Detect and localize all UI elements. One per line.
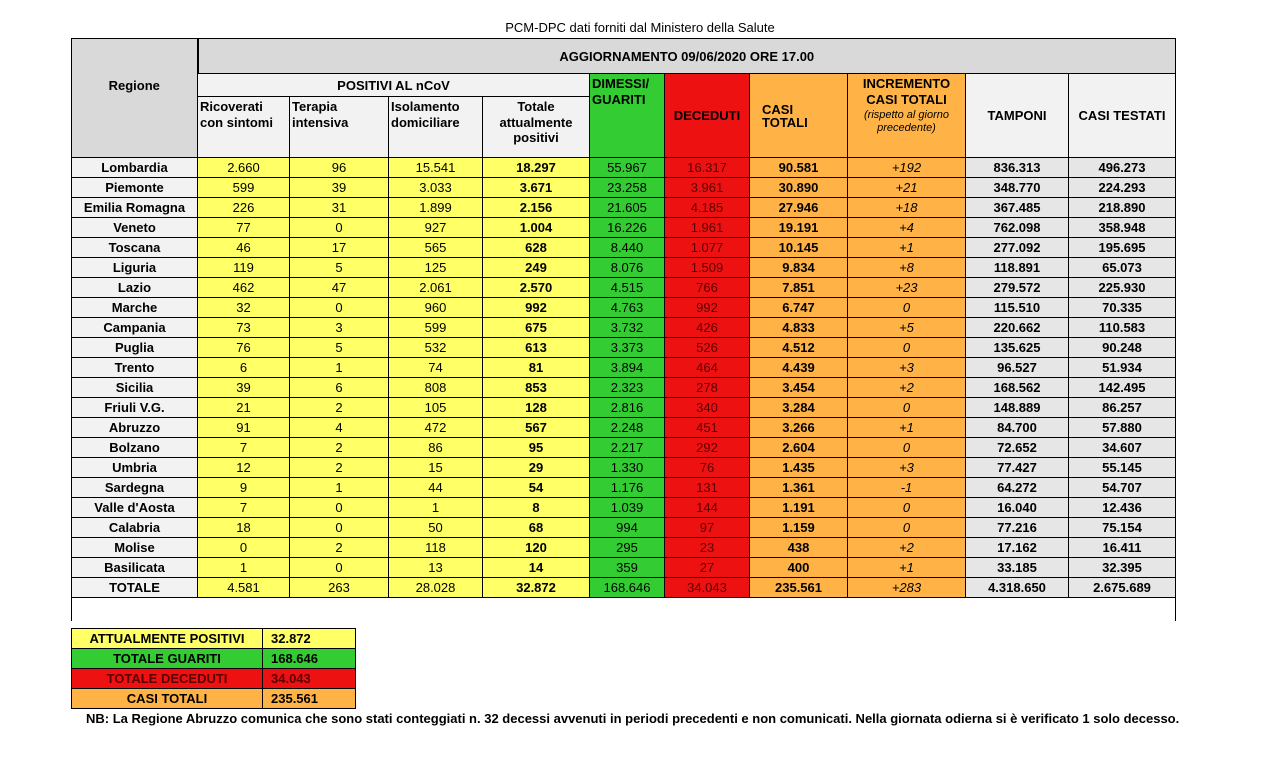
- cell-deceduti: 1.077: [665, 238, 750, 258]
- cell-dimessi: 3.894: [590, 358, 665, 378]
- cell-isolamento: 1.899: [389, 198, 483, 218]
- cell-casi-totali: 1.361: [750, 478, 848, 498]
- spacer-cell: [72, 598, 1176, 622]
- cell-terapia: 2: [290, 458, 389, 478]
- cell-tamponi: 135.625: [966, 338, 1069, 358]
- cell-ricoverati: 2.660: [198, 158, 290, 178]
- table-row: [72, 378, 1176, 398]
- cell-ricoverati: 21: [198, 398, 290, 418]
- cell-incremento: +3: [848, 458, 966, 478]
- summary-table: [71, 628, 356, 709]
- cell-dimessi: 295: [590, 538, 665, 558]
- cell-isolamento: 565: [389, 238, 483, 258]
- cell-totale-positivi: 249: [483, 258, 590, 278]
- cell-regione: Puglia: [72, 338, 198, 358]
- cell-dimessi: 2.816: [590, 398, 665, 418]
- cell-ricoverati: 39: [198, 378, 290, 398]
- cell-dimessi: 2.248: [590, 418, 665, 438]
- table-total-row: [72, 578, 1176, 598]
- cell-dimessi: 1.176: [590, 478, 665, 498]
- cell-totale-positivi: 613: [483, 338, 590, 358]
- cell-regione: Sardegna: [72, 478, 198, 498]
- cell-regione: Liguria: [72, 258, 198, 278]
- table-row: [72, 198, 1176, 218]
- cell-regione: Valle d'Aosta: [72, 498, 198, 518]
- cell-dimessi: 1.330: [590, 458, 665, 478]
- cell-casi-totali: 3.266: [750, 418, 848, 438]
- cell-terapia: 6: [290, 378, 389, 398]
- cell-casi-testati: 224.293: [1069, 178, 1176, 198]
- cell-casi-testati: 65.073: [1069, 258, 1176, 278]
- cell-incremento: +23: [848, 278, 966, 298]
- cell-tamponi: 279.572: [966, 278, 1069, 298]
- cell-casi-testati: 90.248: [1069, 338, 1176, 358]
- cell-ricoverati: 119: [198, 258, 290, 278]
- cell-totale-positivi: 2.570: [483, 278, 590, 298]
- table-row: [72, 178, 1176, 198]
- table-row: [72, 238, 1176, 258]
- cell-isolamento: 808: [389, 378, 483, 398]
- summary-label: TOTALE DECEDUTI: [72, 669, 263, 689]
- cell-deceduti: 464: [665, 358, 750, 378]
- cell-regione: Veneto: [72, 218, 198, 238]
- cell-terapia: 0: [290, 298, 389, 318]
- cell-casi-totali: 10.145: [750, 238, 848, 258]
- cell-terapia: 0: [290, 558, 389, 578]
- cell-isolamento: 927: [389, 218, 483, 238]
- cell-incremento: -1: [848, 478, 966, 498]
- cell-terapia: 96: [290, 158, 389, 178]
- cell-regione: Molise: [72, 538, 198, 558]
- cell-isolamento: 28.028: [389, 578, 483, 598]
- cell-totale-positivi: 628: [483, 238, 590, 258]
- cell-ricoverati: 9: [198, 478, 290, 498]
- cell-ricoverati: 599: [198, 178, 290, 198]
- cell-isolamento: 532: [389, 338, 483, 358]
- summary-row: [72, 629, 356, 649]
- cell-totale-positivi: 3.671: [483, 178, 590, 198]
- cell-ricoverati: 7: [198, 498, 290, 518]
- cell-incremento: +5: [848, 318, 966, 338]
- table-row: [72, 298, 1176, 318]
- cell-tamponi: 118.891: [966, 258, 1069, 278]
- cell-regione: Piemonte: [72, 178, 198, 198]
- cell-regione: Umbria: [72, 458, 198, 478]
- cell-casi-totali: 4.833: [750, 318, 848, 338]
- cell-terapia: 17: [290, 238, 389, 258]
- cell-isolamento: 50: [389, 518, 483, 538]
- cell-ricoverati: 0: [198, 538, 290, 558]
- cell-deceduti: 278: [665, 378, 750, 398]
- cell-casi-testati: 54.707: [1069, 478, 1176, 498]
- cell-tamponi: 72.652: [966, 438, 1069, 458]
- cell-casi-testati: 142.495: [1069, 378, 1176, 398]
- cell-deceduti: 766: [665, 278, 750, 298]
- cell-tamponi: 4.318.650: [966, 578, 1069, 598]
- cell-totale-positivi: 675: [483, 318, 590, 338]
- cell-regione: Abruzzo: [72, 418, 198, 438]
- cell-regione: TOTALE: [72, 578, 198, 598]
- cell-regione: Toscana: [72, 238, 198, 258]
- cell-regione: Marche: [72, 298, 198, 318]
- cell-isolamento: 3.033: [389, 178, 483, 198]
- cell-deceduti: 426: [665, 318, 750, 338]
- cell-totale-positivi: 120: [483, 538, 590, 558]
- cell-terapia: 0: [290, 218, 389, 238]
- cell-dimessi: 23.258: [590, 178, 665, 198]
- header-casi-totali: [750, 74, 848, 158]
- cell-isolamento: 15: [389, 458, 483, 478]
- cell-terapia: 0: [290, 498, 389, 518]
- cell-ricoverati: 12: [198, 458, 290, 478]
- summary-label: CASI TOTALI: [72, 689, 263, 709]
- cell-tamponi: 836.313: [966, 158, 1069, 178]
- table-row: [72, 518, 1176, 538]
- cell-tamponi: 16.040: [966, 498, 1069, 518]
- cell-tamponi: 96.527: [966, 358, 1069, 378]
- cell-casi-testati: 55.145: [1069, 458, 1176, 478]
- cell-dimessi: 16.226: [590, 218, 665, 238]
- header-incremento: [848, 74, 966, 158]
- cell-isolamento: 105: [389, 398, 483, 418]
- cell-incremento: +4: [848, 218, 966, 238]
- table-row: [72, 278, 1176, 298]
- table-row: [72, 558, 1176, 578]
- cell-deceduti: 992: [665, 298, 750, 318]
- cell-casi-totali: 6.747: [750, 298, 848, 318]
- header-regione: Regione: [72, 39, 198, 158]
- cell-casi-testati: 358.948: [1069, 218, 1176, 238]
- table-title: AGGIORNAMENTO 09/06/2020 ORE 17.00: [198, 39, 1176, 74]
- cell-totale-positivi: 95: [483, 438, 590, 458]
- header-dimessi: DIMESSI/ GUARITI: [590, 74, 665, 158]
- cell-casi-totali: 1.159: [750, 518, 848, 538]
- cell-totale-positivi: 14: [483, 558, 590, 578]
- cell-incremento: +192: [848, 158, 966, 178]
- cell-terapia: 39: [290, 178, 389, 198]
- cell-terapia: 31: [290, 198, 389, 218]
- cell-casi-totali: 400: [750, 558, 848, 578]
- cell-ricoverati: 4.581: [198, 578, 290, 598]
- cell-casi-testati: 218.890: [1069, 198, 1176, 218]
- summary-label: TOTALE GUARITI: [72, 649, 263, 669]
- cell-dimessi: 4.763: [590, 298, 665, 318]
- cell-totale-positivi: 567: [483, 418, 590, 438]
- cell-totale-positivi: 853: [483, 378, 590, 398]
- cell-casi-testati: 86.257: [1069, 398, 1176, 418]
- cell-casi-testati: 2.675.689: [1069, 578, 1176, 598]
- cell-totale-positivi: 32.872: [483, 578, 590, 598]
- cell-casi-totali: 1.435: [750, 458, 848, 478]
- cell-casi-testati: 225.930: [1069, 278, 1176, 298]
- cell-terapia: 2: [290, 398, 389, 418]
- cell-casi-totali: 7.851: [750, 278, 848, 298]
- cell-tamponi: 64.272: [966, 478, 1069, 498]
- cell-incremento: 0: [848, 518, 966, 538]
- cell-deceduti: 4.185: [665, 198, 750, 218]
- cell-isolamento: 960: [389, 298, 483, 318]
- table-row: [72, 258, 1176, 278]
- table-spacer: [72, 598, 1176, 622]
- cell-isolamento: 86: [389, 438, 483, 458]
- cell-tamponi: 84.700: [966, 418, 1069, 438]
- cell-totale-positivi: 29: [483, 458, 590, 478]
- cell-dimessi: 8.440: [590, 238, 665, 258]
- table-row: [72, 538, 1176, 558]
- cell-incremento: 0: [848, 398, 966, 418]
- header-casi-totali-label: CASI TOTALI: [762, 101, 808, 130]
- cell-totale-positivi: 8: [483, 498, 590, 518]
- cell-dimessi: 2.323: [590, 378, 665, 398]
- cell-ricoverati: 226: [198, 198, 290, 218]
- table-row: [72, 458, 1176, 478]
- cell-regione: Lazio: [72, 278, 198, 298]
- cell-totale-positivi: 18.297: [483, 158, 590, 178]
- cell-casi-testati: 496.273: [1069, 158, 1176, 178]
- cell-incremento: +1: [848, 558, 966, 578]
- cell-regione: Trento: [72, 358, 198, 378]
- cell-incremento: +18: [848, 198, 966, 218]
- cell-terapia: 2: [290, 438, 389, 458]
- cell-isolamento: 74: [389, 358, 483, 378]
- cell-tamponi: 148.889: [966, 398, 1069, 418]
- cell-deceduti: 1.509: [665, 258, 750, 278]
- cell-tamponi: 17.162: [966, 538, 1069, 558]
- cell-deceduti: 97: [665, 518, 750, 538]
- cell-casi-totali: 4.512: [750, 338, 848, 358]
- cell-dimessi: 3.732: [590, 318, 665, 338]
- summary-row: [72, 649, 356, 669]
- cell-deceduti: 27: [665, 558, 750, 578]
- header-incremento-note: (rispetto al giorno precedente): [864, 108, 949, 135]
- table-row: [72, 478, 1176, 498]
- cell-incremento: 0: [848, 338, 966, 358]
- cell-terapia: 2: [290, 538, 389, 558]
- cell-isolamento: 15.541: [389, 158, 483, 178]
- cell-totale-positivi: 68: [483, 518, 590, 538]
- header-totale-positivi: Totale attualmente positivi: [483, 97, 590, 158]
- cell-tamponi: 33.185: [966, 558, 1069, 578]
- cell-incremento: +8: [848, 258, 966, 278]
- summary-row: [72, 669, 356, 689]
- cell-deceduti: 34.043: [665, 578, 750, 598]
- cell-incremento: +283: [848, 578, 966, 598]
- header-tamponi: TAMPONI: [966, 74, 1069, 158]
- cell-casi-testati: 16.411: [1069, 538, 1176, 558]
- header-deceduti: DECEDUTI: [665, 74, 750, 158]
- cell-regione: Calabria: [72, 518, 198, 538]
- cell-casi-totali: 2.604: [750, 438, 848, 458]
- header-casi-testati: CASI TESTATI: [1069, 74, 1176, 158]
- cell-ricoverati: 46: [198, 238, 290, 258]
- cell-regione: Campania: [72, 318, 198, 338]
- cell-deceduti: 3.961: [665, 178, 750, 198]
- cell-terapia: 263: [290, 578, 389, 598]
- header-incremento-label: INCREMENTO CASI TOTALI: [862, 76, 951, 108]
- cell-ricoverati: 73: [198, 318, 290, 338]
- cell-incremento: 0: [848, 498, 966, 518]
- cell-casi-totali: 4.439: [750, 358, 848, 378]
- cell-totale-positivi: 2.156: [483, 198, 590, 218]
- cell-dimessi: 8.076: [590, 258, 665, 278]
- table-row: [72, 158, 1176, 178]
- cell-totale-positivi: 1.004: [483, 218, 590, 238]
- cell-tamponi: 277.092: [966, 238, 1069, 258]
- cell-casi-totali: 27.946: [750, 198, 848, 218]
- cell-isolamento: 44: [389, 478, 483, 498]
- cell-casi-totali: 438: [750, 538, 848, 558]
- cell-dimessi: 3.373: [590, 338, 665, 358]
- summary-value: 168.646: [263, 649, 356, 669]
- cell-casi-testati: 70.335: [1069, 298, 1176, 318]
- cell-casi-testati: 110.583: [1069, 318, 1176, 338]
- cell-totale-positivi: 81: [483, 358, 590, 378]
- summary-label: ATTUALMENTE POSITIVI: [72, 629, 263, 649]
- header-positivi-group: POSITIVI AL nCoV: [198, 74, 590, 97]
- cell-ricoverati: 7: [198, 438, 290, 458]
- cell-terapia: 1: [290, 478, 389, 498]
- summary-value: 34.043: [263, 669, 356, 689]
- cell-casi-totali: 90.581: [750, 158, 848, 178]
- cell-deceduti: 1.961: [665, 218, 750, 238]
- header-terapia: Terapia intensiva: [290, 97, 389, 158]
- cell-regione: Bolzano: [72, 438, 198, 458]
- cell-isolamento: 2.061: [389, 278, 483, 298]
- cell-isolamento: 125: [389, 258, 483, 278]
- cell-isolamento: 472: [389, 418, 483, 438]
- cell-dimessi: 359: [590, 558, 665, 578]
- cell-tamponi: 220.662: [966, 318, 1069, 338]
- footnote: NB: La Regione Abruzzo comunica che sono stati conteggiati n. 32 decessi avvenuti in periodi precedenti e non comunicati. Nella giornata odierna si è verificato 1 solo decesso.: [86, 711, 1180, 726]
- cell-casi-totali: 9.834: [750, 258, 848, 278]
- cell-tamponi: 77.216: [966, 518, 1069, 538]
- cell-deceduti: 76: [665, 458, 750, 478]
- cell-deceduti: 131: [665, 478, 750, 498]
- cell-deceduti: 526: [665, 338, 750, 358]
- cell-dimessi: 994: [590, 518, 665, 538]
- cell-casi-totali: 3.454: [750, 378, 848, 398]
- cell-regione: Sicilia: [72, 378, 198, 398]
- table-row: [72, 438, 1176, 458]
- cell-tamponi: 348.770: [966, 178, 1069, 198]
- cell-incremento: 0: [848, 438, 966, 458]
- table-row: [72, 218, 1176, 238]
- cell-ricoverati: 76: [198, 338, 290, 358]
- summary-value: 32.872: [263, 629, 356, 649]
- cell-totale-positivi: 54: [483, 478, 590, 498]
- cell-casi-testati: 32.395: [1069, 558, 1176, 578]
- cell-terapia: 3: [290, 318, 389, 338]
- cell-isolamento: 599: [389, 318, 483, 338]
- cell-incremento: +1: [848, 238, 966, 258]
- cell-terapia: 5: [290, 258, 389, 278]
- cell-isolamento: 13: [389, 558, 483, 578]
- cell-deceduti: 451: [665, 418, 750, 438]
- cell-casi-testati: 195.695: [1069, 238, 1176, 258]
- table-row: [72, 398, 1176, 418]
- cell-incremento: +2: [848, 538, 966, 558]
- cell-terapia: 0: [290, 518, 389, 538]
- cell-ricoverati: 91: [198, 418, 290, 438]
- cell-totale-positivi: 128: [483, 398, 590, 418]
- cell-casi-testati: 51.934: [1069, 358, 1176, 378]
- cell-tamponi: 115.510: [966, 298, 1069, 318]
- cell-terapia: 47: [290, 278, 389, 298]
- cell-casi-totali: 19.191: [750, 218, 848, 238]
- cell-regione: Basilicata: [72, 558, 198, 578]
- cell-casi-testati: 34.607: [1069, 438, 1176, 458]
- cell-deceduti: 16.317: [665, 158, 750, 178]
- cell-regione: Friuli V.G.: [72, 398, 198, 418]
- cell-tamponi: 168.562: [966, 378, 1069, 398]
- report-caption: PCM-DPC dati forniti dal Ministero della Salute: [505, 20, 775, 35]
- cell-deceduti: 144: [665, 498, 750, 518]
- cell-isolamento: 118: [389, 538, 483, 558]
- summary-value: 235.561: [263, 689, 356, 709]
- cell-deceduti: 23: [665, 538, 750, 558]
- cell-casi-totali: 235.561: [750, 578, 848, 598]
- cell-tamponi: 77.427: [966, 458, 1069, 478]
- cell-dimessi: 2.217: [590, 438, 665, 458]
- cell-casi-totali: 1.191: [750, 498, 848, 518]
- cell-incremento: 0: [848, 298, 966, 318]
- cell-incremento: +21: [848, 178, 966, 198]
- cell-terapia: 5: [290, 338, 389, 358]
- cell-regione: Lombardia: [72, 158, 198, 178]
- cell-casi-testati: 75.154: [1069, 518, 1176, 538]
- table-row: [72, 318, 1176, 338]
- covid-data-table: [71, 38, 1176, 621]
- cell-ricoverati: 6: [198, 358, 290, 378]
- cell-incremento: +1: [848, 418, 966, 438]
- cell-ricoverati: 32: [198, 298, 290, 318]
- cell-deceduti: 340: [665, 398, 750, 418]
- cell-terapia: 4: [290, 418, 389, 438]
- cell-casi-testati: 57.880: [1069, 418, 1176, 438]
- cell-deceduti: 292: [665, 438, 750, 458]
- cell-terapia: 1: [290, 358, 389, 378]
- cell-incremento: +2: [848, 378, 966, 398]
- cell-dimessi: 168.646: [590, 578, 665, 598]
- cell-ricoverati: 18: [198, 518, 290, 538]
- table-row: [72, 418, 1176, 438]
- cell-tamponi: 762.098: [966, 218, 1069, 238]
- cell-dimessi: 4.515: [590, 278, 665, 298]
- cell-dimessi: 21.605: [590, 198, 665, 218]
- cell-dimessi: 55.967: [590, 158, 665, 178]
- cell-isolamento: 1: [389, 498, 483, 518]
- cell-casi-testati: 12.436: [1069, 498, 1176, 518]
- cell-ricoverati: 462: [198, 278, 290, 298]
- table-row: [72, 498, 1176, 518]
- cell-casi-totali: 3.284: [750, 398, 848, 418]
- cell-dimessi: 1.039: [590, 498, 665, 518]
- summary-row: [72, 689, 356, 709]
- header-ricoverati: Ricoverati con sintomi: [198, 97, 290, 158]
- cell-tamponi: 367.485: [966, 198, 1069, 218]
- header-isolamento: Isolamento domiciliare: [389, 97, 483, 158]
- cell-ricoverati: 77: [198, 218, 290, 238]
- cell-incremento: +3: [848, 358, 966, 378]
- cell-ricoverati: 1: [198, 558, 290, 578]
- cell-casi-totali: 30.890: [750, 178, 848, 198]
- cell-regione: Emilia Romagna: [72, 198, 198, 218]
- table-row: [72, 358, 1176, 378]
- cell-totale-positivi: 992: [483, 298, 590, 318]
- table-row: [72, 338, 1176, 358]
